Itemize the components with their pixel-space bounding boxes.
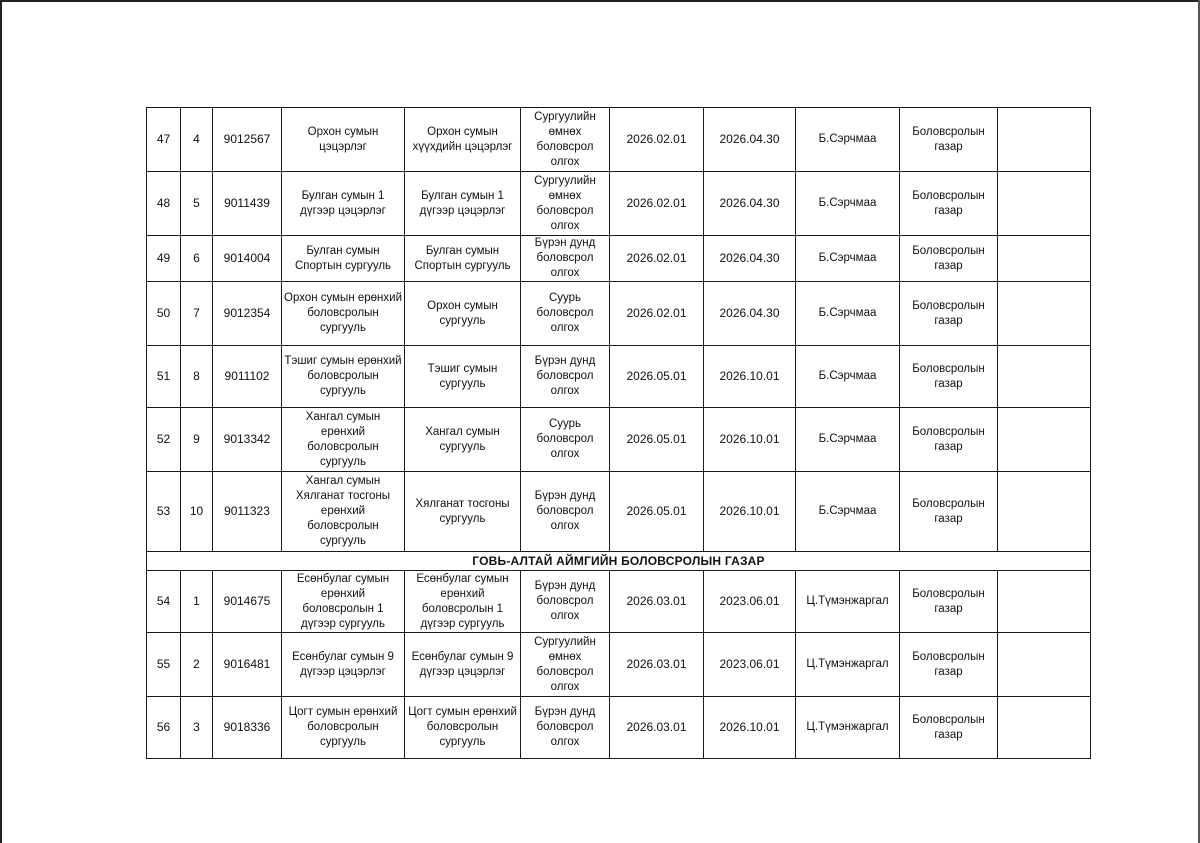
end-date-cell: 2026.10.01 (704, 346, 796, 408)
end-date-cell: 2026.04.30 (704, 236, 796, 282)
end-date-cell: 2026.10.01 (704, 697, 796, 759)
register-code-cell: 9013342 (213, 408, 282, 472)
end-date-cell: 2026.04.30 (704, 172, 796, 236)
end-date-cell: 2026.10.01 (704, 472, 796, 552)
authority-cell: Боловсролын газар (900, 408, 998, 472)
authority-cell: Боловсролын газар (900, 236, 998, 282)
table-row (147, 282, 1091, 346)
responsible-person-cell: Б.Сэрчмаа (796, 236, 900, 282)
authority-cell: Боловсролын газар (900, 571, 998, 633)
row-index-cell: 56 (147, 697, 181, 759)
responsible-person-cell: Ц.Түмэнжаргал (796, 571, 900, 633)
education-type-cell: Сургуулийн өмнөх боловсрол олгох (521, 633, 610, 697)
responsible-person-cell: Б.Сэрчмаа (796, 172, 900, 236)
note-cell (998, 236, 1091, 282)
organization-name-cell: Булган сумын 1 дүгээр цэцэрлэг (282, 172, 405, 236)
school-name-cell: Есөнбулаг сумын 9 дүгээр цэцэрлэг (405, 633, 521, 697)
section-title: ГОВЬ-АЛТАЙ АЙМГИЙН БОЛОВСРОЛЫН ГАЗАР (147, 552, 1091, 571)
authority-cell: Боловсролын газар (900, 108, 998, 172)
section-header-body (147, 552, 1091, 571)
row-subindex-cell: 2 (181, 633, 213, 697)
authority-cell: Боловсролын газар (900, 633, 998, 697)
page-frame-left (0, 0, 2, 843)
register-code-cell: 9012354 (213, 282, 282, 346)
table-row (147, 633, 1091, 697)
note-cell (998, 633, 1091, 697)
row-index-cell: 55 (147, 633, 181, 697)
organization-name-cell: Орхон сумын цэцэрлэг (282, 108, 405, 172)
section-one-body (147, 108, 1091, 552)
row-subindex-cell: 4 (181, 108, 213, 172)
school-name-cell: Есөнбулаг сумын ерөнхий боловсролын 1 дүгээр сургууль (405, 571, 521, 633)
section-header-row (147, 552, 1091, 571)
register-code-cell: 9016481 (213, 633, 282, 697)
school-name-cell: Хангал сумын сургууль (405, 408, 521, 472)
start-date-cell: 2026.02.01 (610, 282, 704, 346)
register-code-cell: 9014004 (213, 236, 282, 282)
school-name-cell: Орхон сумын хүүхдийн цэцэрлэг (405, 108, 521, 172)
organization-name-cell: Тэшиг сумын ерөнхий боловсролын сургууль (282, 346, 405, 408)
register-code-cell: 9011102 (213, 346, 282, 408)
table-row (147, 172, 1091, 236)
responsible-person-cell: Ц.Түмэнжаргал (796, 633, 900, 697)
organization-name-cell: Есөнбулаг сумын ерөнхий боловсролын 1 дүгээр сургууль (282, 571, 405, 633)
start-date-cell: 2026.03.01 (610, 697, 704, 759)
organization-name-cell: Хангал сумын Хялганат тосгоны ерөнхий боловсролын сургууль (282, 472, 405, 552)
school-name-cell: Тэшиг сумын сургууль (405, 346, 521, 408)
register-code-cell: 9018336 (213, 697, 282, 759)
row-subindex-cell: 1 (181, 571, 213, 633)
education-type-cell: Сургуулийн өмнөх боловсрол олгох (521, 108, 610, 172)
responsible-person-cell: Б.Сэрчмаа (796, 346, 900, 408)
row-subindex-cell: 3 (181, 697, 213, 759)
authority-cell: Боловсролын газар (900, 172, 998, 236)
table-row (147, 346, 1091, 408)
start-date-cell: 2026.05.01 (610, 346, 704, 408)
note-cell (998, 282, 1091, 346)
note-cell (998, 472, 1091, 552)
education-type-cell: Бүрэн дунд боловсрол олгох (521, 571, 610, 633)
register-code-cell: 9014675 (213, 571, 282, 633)
start-date-cell: 2026.02.01 (610, 236, 704, 282)
note-cell (998, 571, 1091, 633)
row-index-cell: 47 (147, 108, 181, 172)
responsible-person-cell: Б.Сэрчмаа (796, 472, 900, 552)
row-subindex-cell: 8 (181, 346, 213, 408)
authority-cell: Боловсролын газар (900, 346, 998, 408)
end-date-cell: 2026.04.30 (704, 108, 796, 172)
start-date-cell: 2026.03.01 (610, 633, 704, 697)
responsible-person-cell: Б.Сэрчмаа (796, 408, 900, 472)
responsible-person-cell: Б.Сэрчмаа (796, 282, 900, 346)
organization-name-cell: Булган сумын Спортын сургууль (282, 236, 405, 282)
education-type-cell: Суурь боловсрол олгох (521, 408, 610, 472)
table-row (147, 571, 1091, 633)
row-index-cell: 52 (147, 408, 181, 472)
organization-name-cell: Есөнбулаг сумын 9 дүгээр цэцэрлэг (282, 633, 405, 697)
end-date-cell: 2023.06.01 (704, 571, 796, 633)
row-index-cell: 49 (147, 236, 181, 282)
education-type-cell: Сургуулийн өмнөх боловсрол олгох (521, 172, 610, 236)
row-index-cell: 51 (147, 346, 181, 408)
table-row (147, 408, 1091, 472)
row-subindex-cell: 9 (181, 408, 213, 472)
note-cell (998, 346, 1091, 408)
table-row (147, 236, 1091, 282)
start-date-cell: 2026.02.01 (610, 172, 704, 236)
note-cell (998, 108, 1091, 172)
school-name-cell: Булган сумын 1 дүгээр цэцэрлэг (405, 172, 521, 236)
end-date-cell: 2026.10.01 (704, 408, 796, 472)
note-cell (998, 172, 1091, 236)
start-date-cell: 2026.05.01 (610, 472, 704, 552)
school-name-cell: Булган сумын Спортын сургууль (405, 236, 521, 282)
start-date-cell: 2026.02.01 (610, 108, 704, 172)
school-name-cell: Цогт сумын ерөнхий боловсролын сургууль (405, 697, 521, 759)
row-index-cell: 50 (147, 282, 181, 346)
responsible-person-cell: Ц.Түмэнжаргал (796, 697, 900, 759)
organization-name-cell: Орхон сумын ерөнхий боловсролын сургууль (282, 282, 405, 346)
end-date-cell: 2026.04.30 (704, 282, 796, 346)
note-cell (998, 697, 1091, 759)
school-name-cell: Орхон сумын сургууль (405, 282, 521, 346)
end-date-cell: 2023.06.01 (704, 633, 796, 697)
organization-name-cell: Цогт сумын ерөнхий боловсролын сургууль (282, 697, 405, 759)
school-name-cell: Хялганат тосгоны сургууль (405, 472, 521, 552)
authority-cell: Боловсролын газар (900, 472, 998, 552)
register-code-cell: 9012567 (213, 108, 282, 172)
row-subindex-cell: 10 (181, 472, 213, 552)
responsible-person-cell: Б.Сэрчмаа (796, 108, 900, 172)
education-type-cell: Бүрэн дунд боловсрол олгох (521, 697, 610, 759)
education-type-cell: Суурь боловсрол олгох (521, 282, 610, 346)
education-type-cell: Бүрэн дунд боловсрол олгох (521, 346, 610, 408)
row-index-cell: 53 (147, 472, 181, 552)
education-type-cell: Бүрэн дунд боловсрол олгох (521, 236, 610, 282)
education-type-cell: Бүрэн дунд боловсрол олгох (521, 472, 610, 552)
authority-cell: Боловсролын газар (900, 697, 998, 759)
row-index-cell: 48 (147, 172, 181, 236)
row-subindex-cell: 5 (181, 172, 213, 236)
register-code-cell: 9011439 (213, 172, 282, 236)
organization-name-cell: Хангал сумын ерөнхий боловсролын сургууль (282, 408, 405, 472)
table-row (147, 108, 1091, 172)
authority-cell: Боловсролын газар (900, 282, 998, 346)
register-code-cell: 9011323 (213, 472, 282, 552)
row-subindex-cell: 6 (181, 236, 213, 282)
note-cell (998, 408, 1091, 472)
row-index-cell: 54 (147, 571, 181, 633)
start-date-cell: 2026.03.01 (610, 571, 704, 633)
table-row (147, 472, 1091, 552)
section-two-body (147, 571, 1091, 759)
table-row (147, 697, 1091, 759)
registry-table (146, 107, 1091, 759)
start-date-cell: 2026.05.01 (610, 408, 704, 472)
page-frame-top (0, 0, 1200, 2)
row-subindex-cell: 7 (181, 282, 213, 346)
